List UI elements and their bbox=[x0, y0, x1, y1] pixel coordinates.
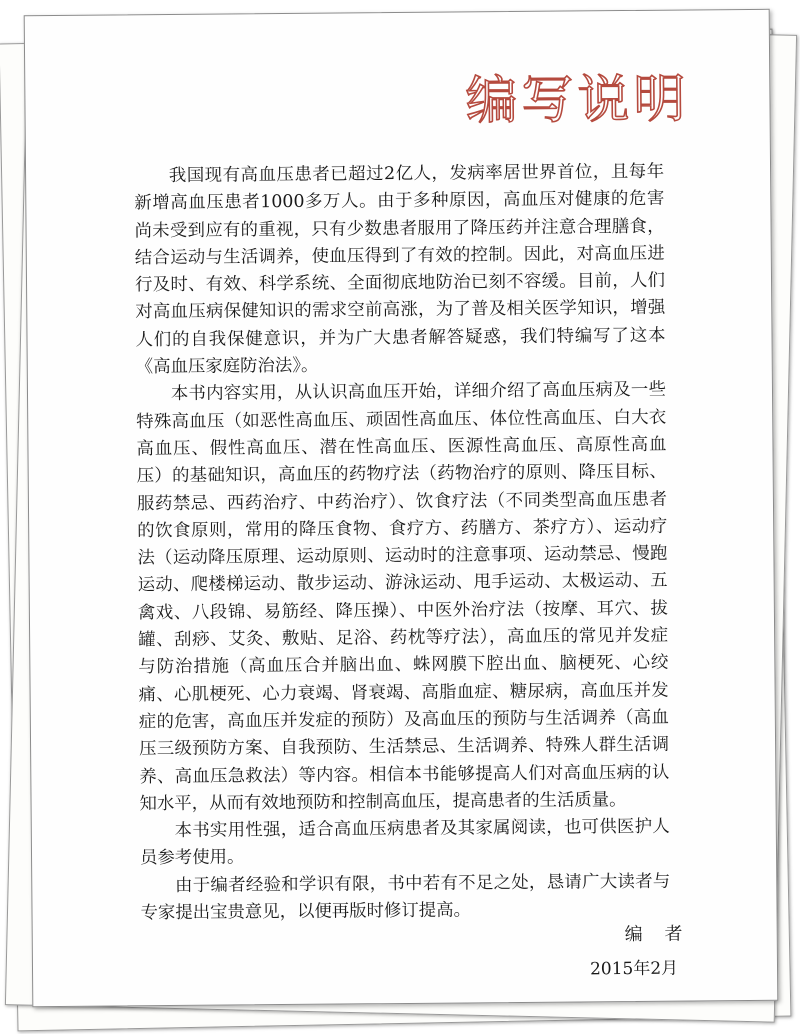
paragraph-3: 本书实用性强，适合高血压病患者及其家属阅读，也可供医护人员参考使用。 bbox=[139, 816, 670, 869]
body-text bbox=[134, 159, 671, 928]
paragraph-1: 我国现有高血压患者已超过2亿人，发病率居世界首位，且每年新增高血压患者1000多万人。由于多种原因，高血压对健康的危害尚未受到应有的重视，只有少数患者服用了降压药并注意合理膳食，结合运动与生活调养，使血压得到了有效的控制。因此，对高血压进行及时、有效、科学系统、全面彻底地防治已刻不容缓。目前，人们对高血压病保健知识的需求空前高涨，为了普及相关医学知识，增强人们的自我保健意识，并为广大患者解答疑惑，我们特编写了这本《高血压家庭防治法》。 bbox=[134, 161, 666, 378]
signature-author: 编 者 bbox=[624, 923, 691, 946]
page-title: 编写说明 bbox=[465, 69, 690, 132]
signature-date: 2015年2月 bbox=[589, 958, 679, 980]
paragraph-2: 本书内容实用，从认识高血压开始，详细介绍了高血压病及一些特殊高血压（如恶性高血压、顽固性高血压、体位性高血压、白大衣高血压、假性高血压、潜在性高血压、医源性高血压、高原性高血压）的基础知识，高血压的药物疗法（药物治疗的原则、降压目标、服药禁忌、西药治疗、中药治疗）、饮食疗法（不同类型高血压患者的饮食原则，常用的降压食物、食疗方、药膳方、茶疗方）、运动疗法（运动降压原理、运动原则、运动时的注意事项、运动禁忌、慢跑运动、爬楼梯运动、散步运动、游泳运动、甩手运动、太极运动、五禽戏、八段锦、易筋经、降压操）、中医外治疗法（按摩、耳穴、拔罐、刮痧、艾灸、敷贴、足浴、药枕等疗法），高血压的常见并发症与防治措施（高血压合并脑出血、蛛网膜下腔出血、脑梗死、心绞痛、心肌梗死、心力衰竭、肾衰竭、高脂血症、糖尿病，高血压并发症的危害，高血压并发症的预防）及高血压的预防与生活调养（高血压三级预防方案、自我预防、生活禁忌、生活调养、特殊人群生活调养、高血压急救法）等内容。相信本书能够提高人们对高血压病的认知水平，从而有效地预防和控制高血压，提高患者的生活质量。 bbox=[136, 380, 670, 815]
document-page bbox=[24, 9, 779, 1007]
paragraph-4: 由于编者经验和学识有限，书中若有不足之处，恳请广大读者与专家提出宝贵意见，以便再版时修订提高。 bbox=[140, 871, 671, 924]
